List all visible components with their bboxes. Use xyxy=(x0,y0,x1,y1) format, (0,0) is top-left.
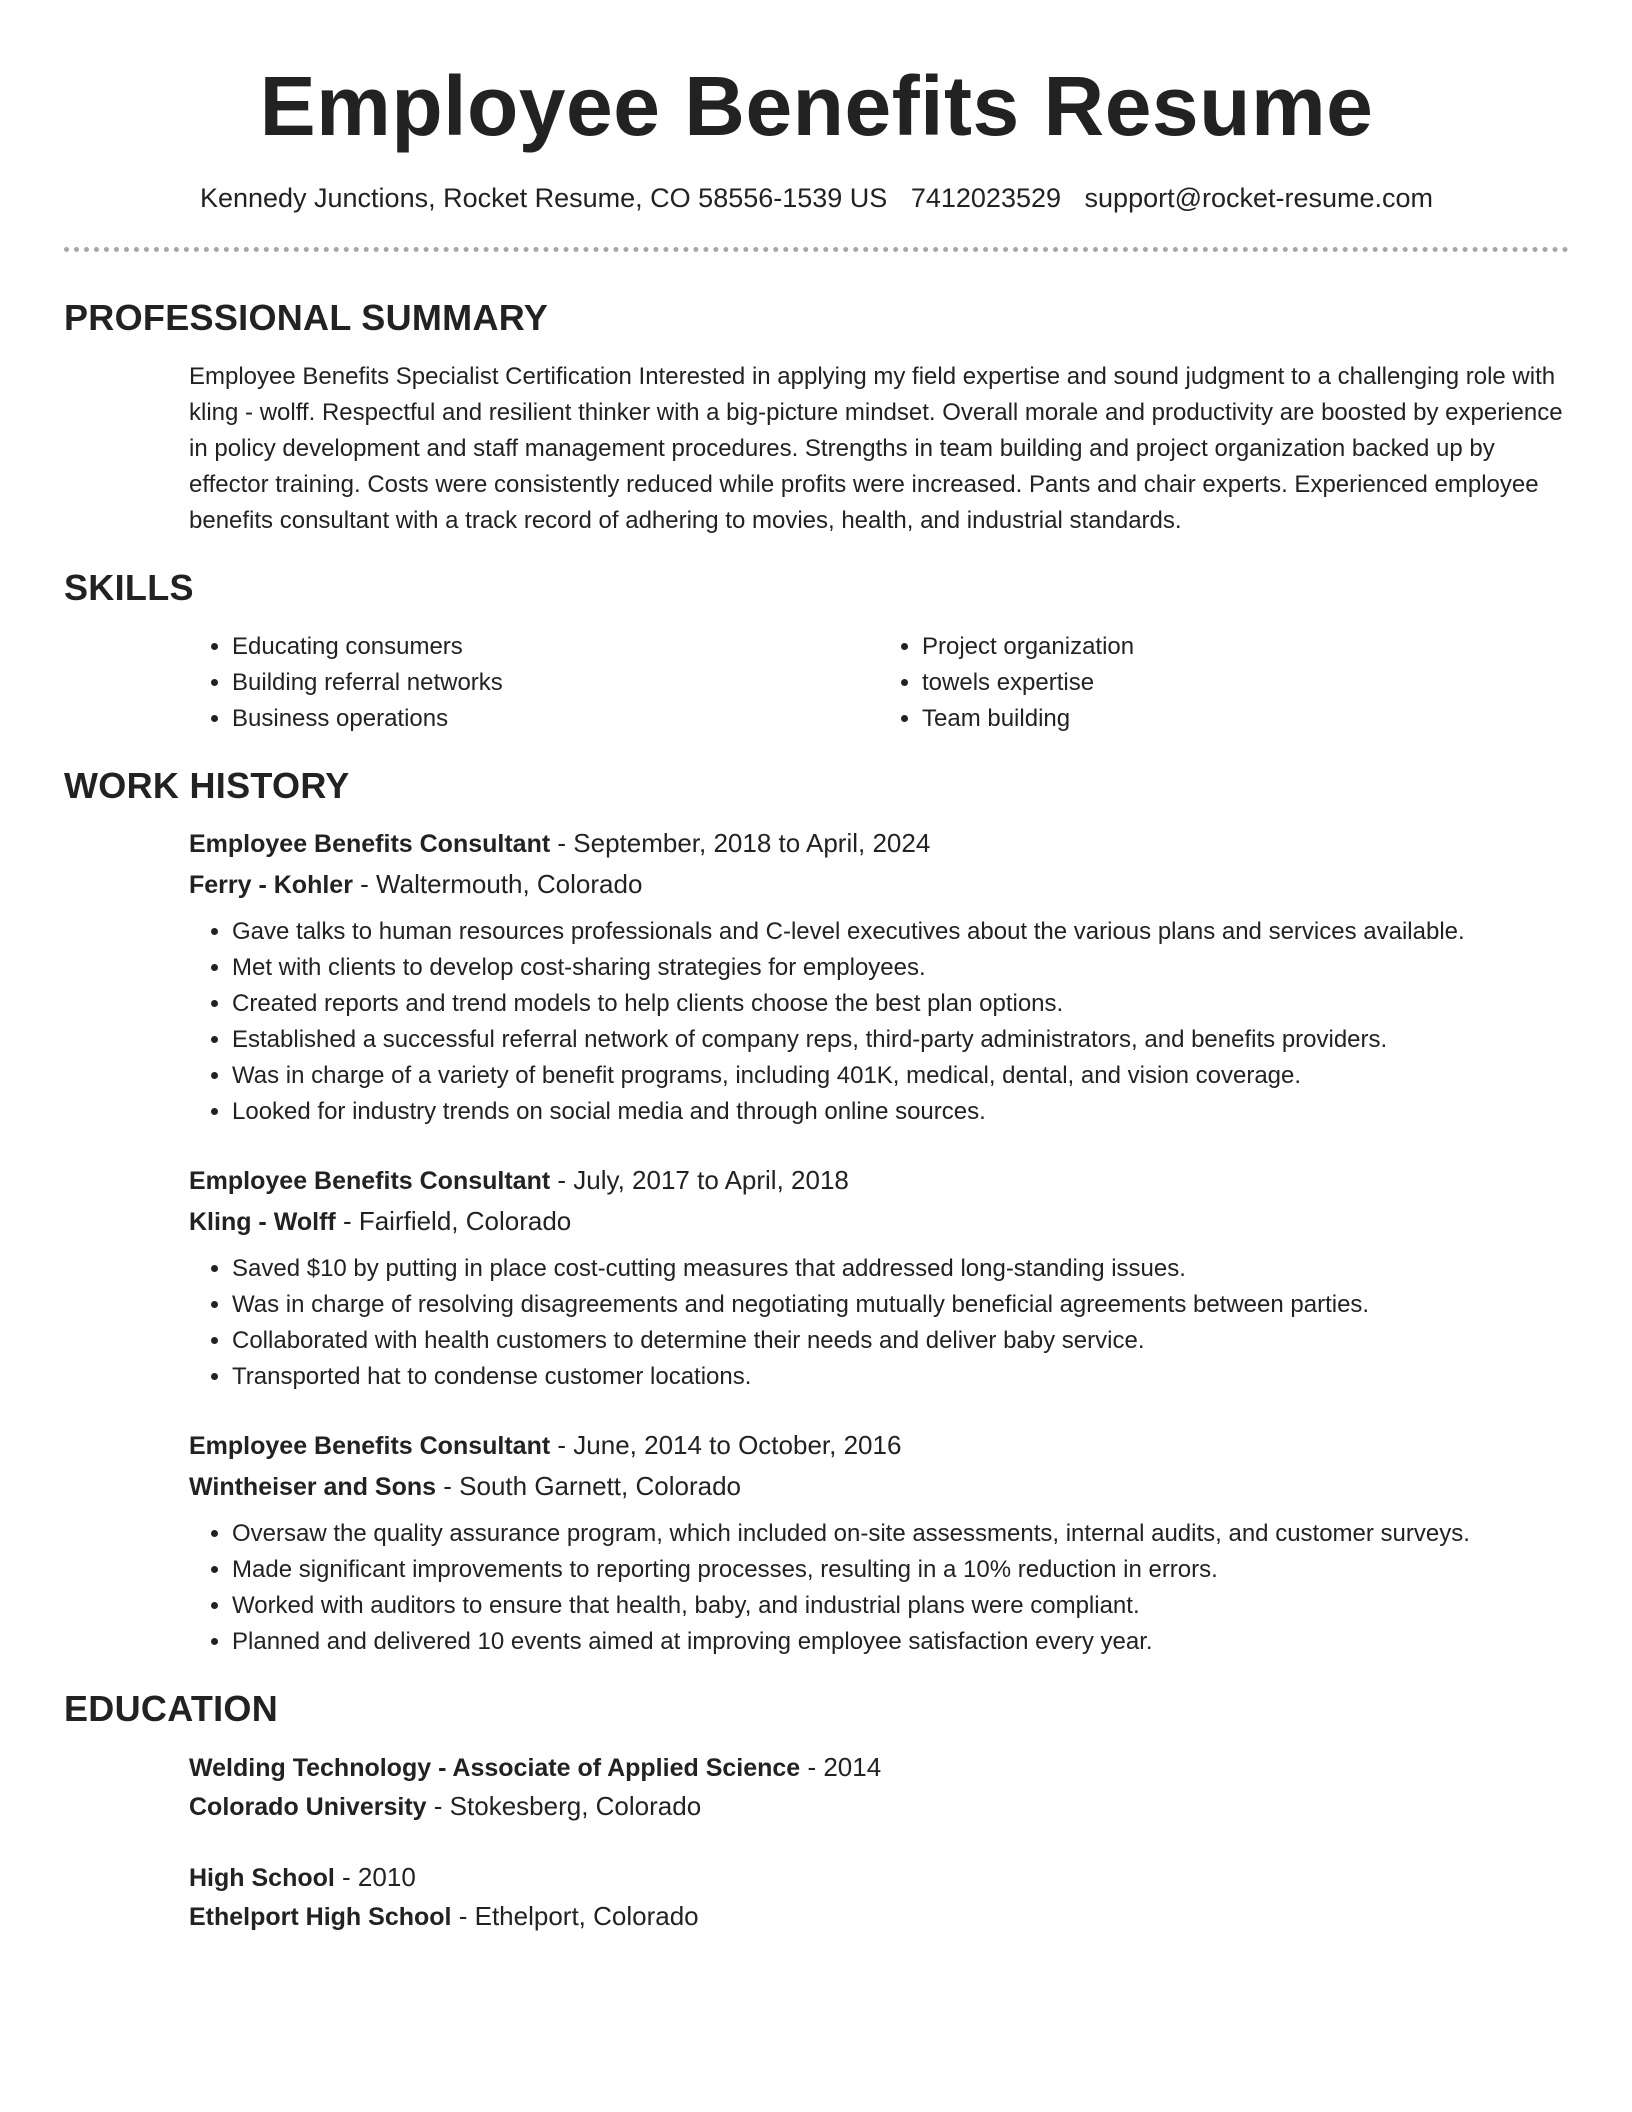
job-bullet: • Met with clients to develop cost-sharing strategies for employees. xyxy=(232,950,1569,986)
job-company: Wintheiser and Sons xyxy=(189,1473,437,1501)
job-bullet: • Transported hat to condense customer locations. xyxy=(232,1359,1569,1395)
summary-title: PROFESSIONAL SUMMARY xyxy=(64,297,549,338)
job-bullets xyxy=(189,914,1569,1130)
resume-page xyxy=(64,0,1569,1936)
job-company-line xyxy=(189,864,1569,905)
resume-name: Employee Benefits Resume xyxy=(259,59,1374,153)
skill-item: • Building referral networks xyxy=(232,665,879,701)
skill-item: • Educating consumers xyxy=(232,629,879,665)
job-company-line xyxy=(189,1466,1569,1507)
job-dates: - September, 2018 to April, 2024 xyxy=(550,828,931,858)
job-bullet: • Worked with auditors to ensure that health, baby, and industrial plans were compliant. xyxy=(232,1588,1569,1624)
education-school-line xyxy=(189,1787,1569,1826)
skill-item: • towels expertise xyxy=(922,665,1569,701)
job-bullets xyxy=(189,1516,1569,1660)
contact-phone: 7412023529 xyxy=(910,183,1062,213)
education-degree: High School xyxy=(189,1864,335,1892)
education-school-line xyxy=(189,1897,1569,1936)
job-role: Employee Benefits Consultant xyxy=(189,830,551,858)
skill-item: • Business operations xyxy=(232,701,879,737)
job-bullets xyxy=(189,1251,1569,1395)
job-role: Employee Benefits Consultant xyxy=(189,1167,551,1195)
summary-text: Employee Benefits Specialist Certification Interested in applying my field expertise and sound judgment to a challenging role with kling - wolff. Respectful and resilient thinker with a big-picture mindset. Overall morale and productivity are boosted by experience in policy development and staff management procedures. Strengths in team building and project organization backed up by effector training. Costs were consistently reduced while profits were increased. Pants and chair experts. Experienced employee benefits consultant with a track record of adhering to movies, health, and industrial standards. xyxy=(189,363,1563,534)
education-entry xyxy=(189,1748,1569,1826)
job-role: Employee Benefits Consultant xyxy=(189,1432,551,1460)
job-bullet: • Planned and delivered 10 events aimed at improving employee satisfaction every year. xyxy=(232,1624,1569,1660)
job-bullet: • Created reports and trend models to help clients choose the best plan options. xyxy=(232,986,1569,1022)
header-divider xyxy=(64,247,1569,252)
job-entry xyxy=(189,823,1569,1130)
education-degree-line xyxy=(189,1858,1569,1897)
education-entry xyxy=(189,1858,1569,1936)
skills-list-left xyxy=(189,629,879,737)
job-dates: - June, 2014 to October, 2016 xyxy=(550,1430,902,1460)
skills-columns xyxy=(189,629,1569,737)
education-location: - Stokesberg, Colorado xyxy=(426,1791,702,1821)
resume-header xyxy=(64,58,1569,252)
job-dates: - July, 2017 to April, 2018 xyxy=(550,1165,849,1195)
work-section xyxy=(64,764,1569,1660)
contact-email: support@rocket-resume.com xyxy=(1084,183,1434,213)
education-year: - 2010 xyxy=(334,1862,416,1892)
summary-section xyxy=(64,296,1569,539)
summary-body xyxy=(189,359,1569,539)
skill-item: • Team building xyxy=(922,701,1569,737)
skill-item: • Project organization xyxy=(922,629,1569,665)
job-entry xyxy=(189,1160,1569,1395)
job-entry xyxy=(189,1425,1569,1660)
education-section xyxy=(64,1687,1569,1936)
job-bullet: • Saved $10 by putting in place cost-cutting measures that addressed long-standing issues. xyxy=(232,1251,1569,1287)
education-degree: Welding Technology - Associate of Applied Science xyxy=(189,1754,801,1782)
job-title-line xyxy=(189,823,1569,864)
education-title: EDUCATION xyxy=(64,1688,279,1729)
contact-line xyxy=(64,181,1569,215)
skills-title: SKILLS xyxy=(64,567,194,608)
job-location: - Waltermouth, Colorado xyxy=(352,869,643,899)
work-title: WORK HISTORY xyxy=(64,765,350,806)
job-company: Ferry - Kohler xyxy=(189,871,353,899)
education-school: Colorado University xyxy=(189,1793,427,1821)
job-location: - South Garnett, Colorado xyxy=(436,1471,741,1501)
job-bullet: • Was in charge of resolving disagreements and negotiating mutually beneficial agreements between parties. xyxy=(232,1287,1569,1323)
skills-list-right xyxy=(879,629,1569,737)
skills-section xyxy=(64,566,1569,737)
job-bullet: • Was in charge of a variety of benefit programs, including 401K, medical, dental, and vision coverage. xyxy=(232,1058,1569,1094)
job-bullet: • Oversaw the quality assurance program, which included on-site assessments, internal audits, and customer surveys. xyxy=(232,1516,1569,1552)
skills-body xyxy=(189,629,1569,737)
education-location: - Ethelport, Colorado xyxy=(451,1901,699,1931)
education-year: - 2014 xyxy=(800,1752,882,1782)
job-location: - Fairfield, Colorado xyxy=(335,1206,572,1236)
education-degree-line xyxy=(189,1748,1569,1787)
job-title-line xyxy=(189,1160,1569,1201)
job-company-line xyxy=(189,1201,1569,1242)
job-bullet: • Looked for industry trends on social media and through online sources. xyxy=(232,1094,1569,1130)
job-bullet: • Established a successful referral network of company reps, third-party administrators, and benefits providers. xyxy=(232,1022,1569,1058)
job-title-line xyxy=(189,1425,1569,1466)
job-bullet: • Made significant improvements to reporting processes, resulting in a 10% reduction in errors. xyxy=(232,1552,1569,1588)
education-school: Ethelport High School xyxy=(189,1903,452,1931)
contact-address: Kennedy Junctions, Rocket Resume, CO 58556-1539 US xyxy=(199,183,888,213)
job-bullet: • Collaborated with health customers to determine their needs and deliver baby service. xyxy=(232,1323,1569,1359)
job-bullet: • Gave talks to human resources professionals and C-level executives about the various plans and services available. xyxy=(232,914,1569,950)
job-company: Kling - Wolff xyxy=(189,1208,336,1236)
